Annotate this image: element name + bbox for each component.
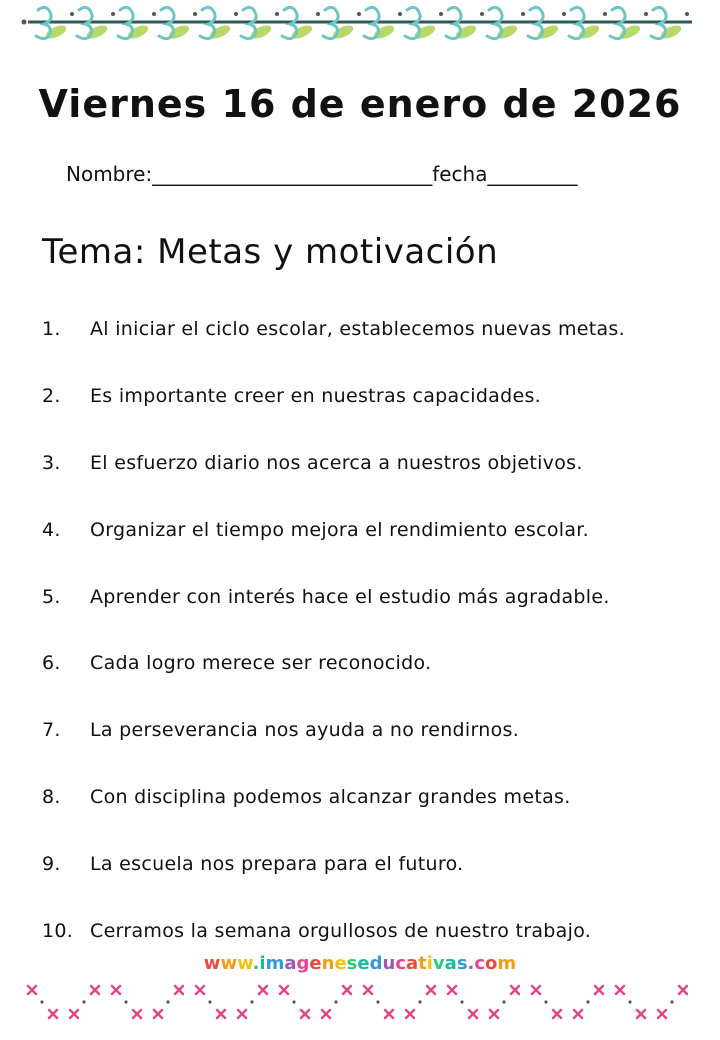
cross-icon: [343, 986, 351, 994]
cross-icon: [616, 986, 624, 994]
dot-icon: [357, 12, 361, 16]
cross-icon: [448, 986, 456, 994]
cross-icon: [574, 1010, 582, 1018]
dot-icon: [124, 1000, 127, 1003]
cross-icon: [322, 1010, 330, 1018]
cross-icon: [175, 986, 183, 994]
list-item: [42, 519, 589, 541]
cross-icon: [154, 1010, 162, 1018]
dot-icon: [292, 1000, 295, 1003]
item-number: 6.: [42, 652, 61, 674]
page-title: Viernes 16 de enero de 2026: [38, 82, 682, 126]
dot-icon: [502, 1000, 505, 1003]
dot-icon: [398, 12, 402, 16]
item-text: La escuela nos prepara para el futuro.: [90, 853, 464, 875]
cross-icon: [91, 986, 99, 994]
dot-icon: [40, 1000, 43, 1003]
name-date-line: [66, 162, 577, 186]
name-label: Nombre:: [66, 162, 153, 186]
item-text: Aprender con interés hace el estudio más agradable.: [90, 586, 610, 608]
cross-icon: [49, 1010, 57, 1018]
dot-icon: [685, 12, 689, 16]
item-text: Es importante creer en nuestras capacidades.: [90, 385, 542, 407]
item-number: 3.: [42, 452, 61, 474]
list-item: [42, 920, 591, 942]
topic-heading: Tema: Metas y motivación: [42, 232, 499, 272]
dot-icon: [22, 20, 27, 25]
dot-icon: [670, 1000, 673, 1003]
dot-icon: [644, 12, 648, 16]
item-text: Cerramos la semana orgullosos de nuestro trabajo.: [90, 920, 592, 942]
cross-icon: [280, 986, 288, 994]
cross-icon: [70, 1010, 78, 1018]
date-blank: _________: [487, 162, 578, 186]
item-text: Cada logro merece ser reconocido.: [90, 652, 432, 674]
item-text: Con disciplina podemos alcanzar grandes metas.: [90, 786, 571, 808]
list-item: [42, 719, 519, 741]
dot-icon: [70, 12, 74, 16]
dot-icon: [460, 1000, 463, 1003]
cross-icon: [112, 986, 120, 994]
dot-icon: [166, 1000, 169, 1003]
dot-icon: [480, 12, 484, 16]
dot-icon: [82, 1000, 85, 1003]
dot-icon: [152, 12, 156, 16]
cross-icon: [658, 1010, 666, 1018]
dot-icon: [586, 1000, 589, 1003]
bottom-cross-border: [0, 978, 720, 1028]
list-item: [42, 452, 583, 474]
cross-icon: [28, 986, 36, 994]
cross-icon: [553, 1010, 561, 1018]
dot-icon: [275, 12, 279, 16]
cross-icon: [301, 1010, 309, 1018]
dot-icon: [111, 12, 115, 16]
cross-icon: [385, 1010, 393, 1018]
name-blank: ____________________________: [152, 162, 433, 186]
item-text: El esfuerzo diario nos acerca a nuestros objetivos.: [90, 452, 583, 474]
list-item: [42, 853, 464, 875]
cross-icon: [490, 1010, 498, 1018]
dot-icon: [193, 12, 197, 16]
date-label: fecha: [432, 162, 488, 186]
item-text: Al iniciar el ciclo escolar, establecemos nuevas metas.: [90, 318, 625, 340]
dot-icon: [521, 12, 525, 16]
cross-icon: [406, 1010, 414, 1018]
cross-icon: [133, 1010, 141, 1018]
item-number: 5.: [42, 586, 61, 608]
top-vine-border: [0, 0, 720, 60]
dot-icon: [603, 12, 607, 16]
list-item: [42, 652, 431, 674]
item-number: 7.: [42, 719, 61, 741]
cross-icon: [679, 986, 687, 994]
dot-icon: [544, 1000, 547, 1003]
dot-icon: [334, 1000, 337, 1003]
dot-icon: [628, 1000, 631, 1003]
cross-icon: [595, 986, 603, 994]
item-text: La perseverancia nos ayuda a no rendirnos.: [90, 719, 520, 741]
list-item: [42, 318, 625, 340]
item-number: 1.: [42, 318, 61, 340]
dot-icon: [562, 12, 566, 16]
cross-icon: [238, 1010, 246, 1018]
list-item: [42, 385, 541, 407]
item-number: 9.: [42, 853, 61, 875]
item-text: Organizar el tiempo mejora el rendimiento escolar.: [90, 519, 589, 541]
item-number: 8.: [42, 786, 61, 808]
item-number: 10.: [42, 920, 74, 942]
website-link[interactable]: [0, 953, 720, 974]
list-item: [42, 786, 571, 808]
list-item: [42, 586, 610, 608]
dot-icon: [234, 12, 238, 16]
cross-icon: [364, 986, 372, 994]
dot-icon: [376, 1000, 379, 1003]
dot-icon: [418, 1000, 421, 1003]
cross-icon: [259, 986, 267, 994]
dot-icon: [208, 1000, 211, 1003]
dot-icon: [316, 12, 320, 16]
website-text: www.imageneseducativas.com: [203, 953, 517, 974]
cross-icon: [196, 986, 204, 994]
dot-icon: [439, 12, 443, 16]
cross-icon: [469, 1010, 477, 1018]
cross-icon: [637, 1010, 645, 1018]
item-number: 2.: [42, 385, 61, 407]
item-number: 4.: [42, 519, 61, 541]
cross-icon: [532, 986, 540, 994]
cross-icon: [217, 1010, 225, 1018]
cross-icon: [427, 986, 435, 994]
dot-icon: [250, 1000, 253, 1003]
cross-icon: [511, 986, 519, 994]
